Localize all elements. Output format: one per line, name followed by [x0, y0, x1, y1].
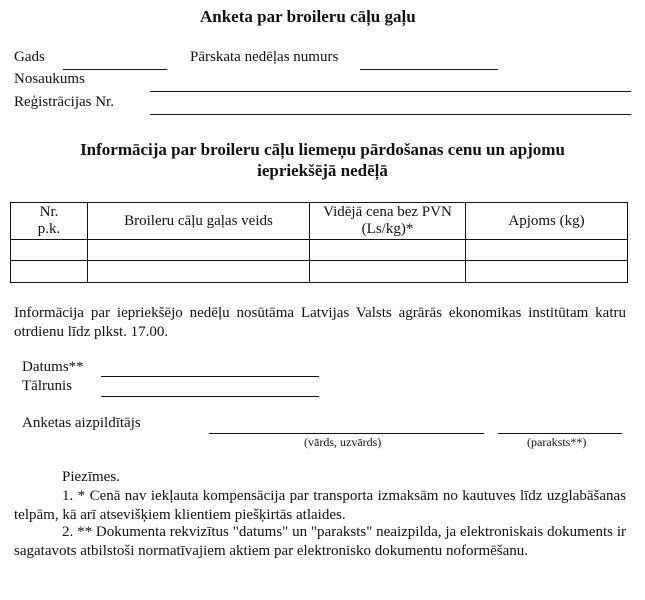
section-title: [0, 139, 645, 181]
header-avg-price: Vidējā cena bez PVN (Ls/kg)*: [310, 203, 466, 240]
date-label: Datums**: [22, 359, 84, 375]
filler-label: Anketas aizpildītājs: [22, 415, 141, 431]
name-label: Nosaukums: [14, 71, 85, 87]
week-label: Pārskata nedēļas numurs: [190, 49, 339, 65]
table-cell[interactable]: [310, 261, 466, 283]
date-field-line[interactable]: [101, 376, 319, 377]
filler-name-line[interactable]: [209, 433, 484, 434]
table-row: [11, 261, 628, 283]
note-2: 2. ** Dokumenta rekvizītus "datums" un "paraksts" neaizpilda, ja elektroniskais dokuments ir sagatavots atbilstoši normatīvajiem aktiem par elektronisko dokumentu noformēšanu.: [14, 524, 626, 559]
price-volume-table: [10, 202, 628, 283]
table-row: [11, 240, 628, 261]
header-meat-type: Broileru cāļu gaļas veids: [88, 203, 310, 240]
week-field-line[interactable]: [360, 69, 498, 70]
section-title-line1: Informācija par broileru cāļu liemeņu pārdošanas cenu un apjomu: [80, 140, 565, 159]
table-cell[interactable]: [310, 240, 466, 261]
table-cell[interactable]: [88, 240, 310, 261]
registration-label: Reģistrācijas Nr.: [14, 94, 114, 110]
signature-caption: (paraksts**): [527, 435, 587, 449]
year-label: Gads: [14, 49, 45, 65]
header-nr: Nr. p.k.: [11, 203, 88, 240]
header-volume: Apjoms (kg): [466, 203, 628, 240]
phone-label: Tālrunis: [22, 378, 72, 394]
table-cell[interactable]: [11, 261, 88, 283]
filler-signature-line[interactable]: [498, 433, 622, 434]
form-title: Anketa par broileru cāļu gaļu: [200, 7, 416, 26]
name-caption: (vārds, uzvārds): [304, 435, 382, 449]
section-title-line2: iepriekšējā nedēļā: [257, 161, 388, 180]
table-cell[interactable]: [88, 261, 310, 283]
year-field-line[interactable]: [63, 69, 167, 70]
table-header-row: [11, 203, 628, 240]
table-cell[interactable]: [466, 240, 628, 261]
phone-field-line[interactable]: [101, 396, 319, 397]
note-1: 1. * Cenā nav iekļauta kompensācija par transporta izmaksām no kautuves līdz uzglabāšanas telpām, kā arī atsevišķiem klientiem piešķirtās atlaides.: [14, 488, 626, 523]
name-field-line[interactable]: [150, 91, 631, 92]
notes-title: Piezīmes.: [62, 469, 120, 485]
registration-field-line[interactable]: [150, 114, 631, 115]
table-cell[interactable]: [11, 240, 88, 261]
info-paragraph: Informācija par iepriekšējo nedēļu nosūtāma Latvijas Valsts agrārās ekonomikas institūtam katru otrdienu līdz plkst. 17.00.: [14, 305, 626, 340]
table-cell[interactable]: [466, 261, 628, 283]
